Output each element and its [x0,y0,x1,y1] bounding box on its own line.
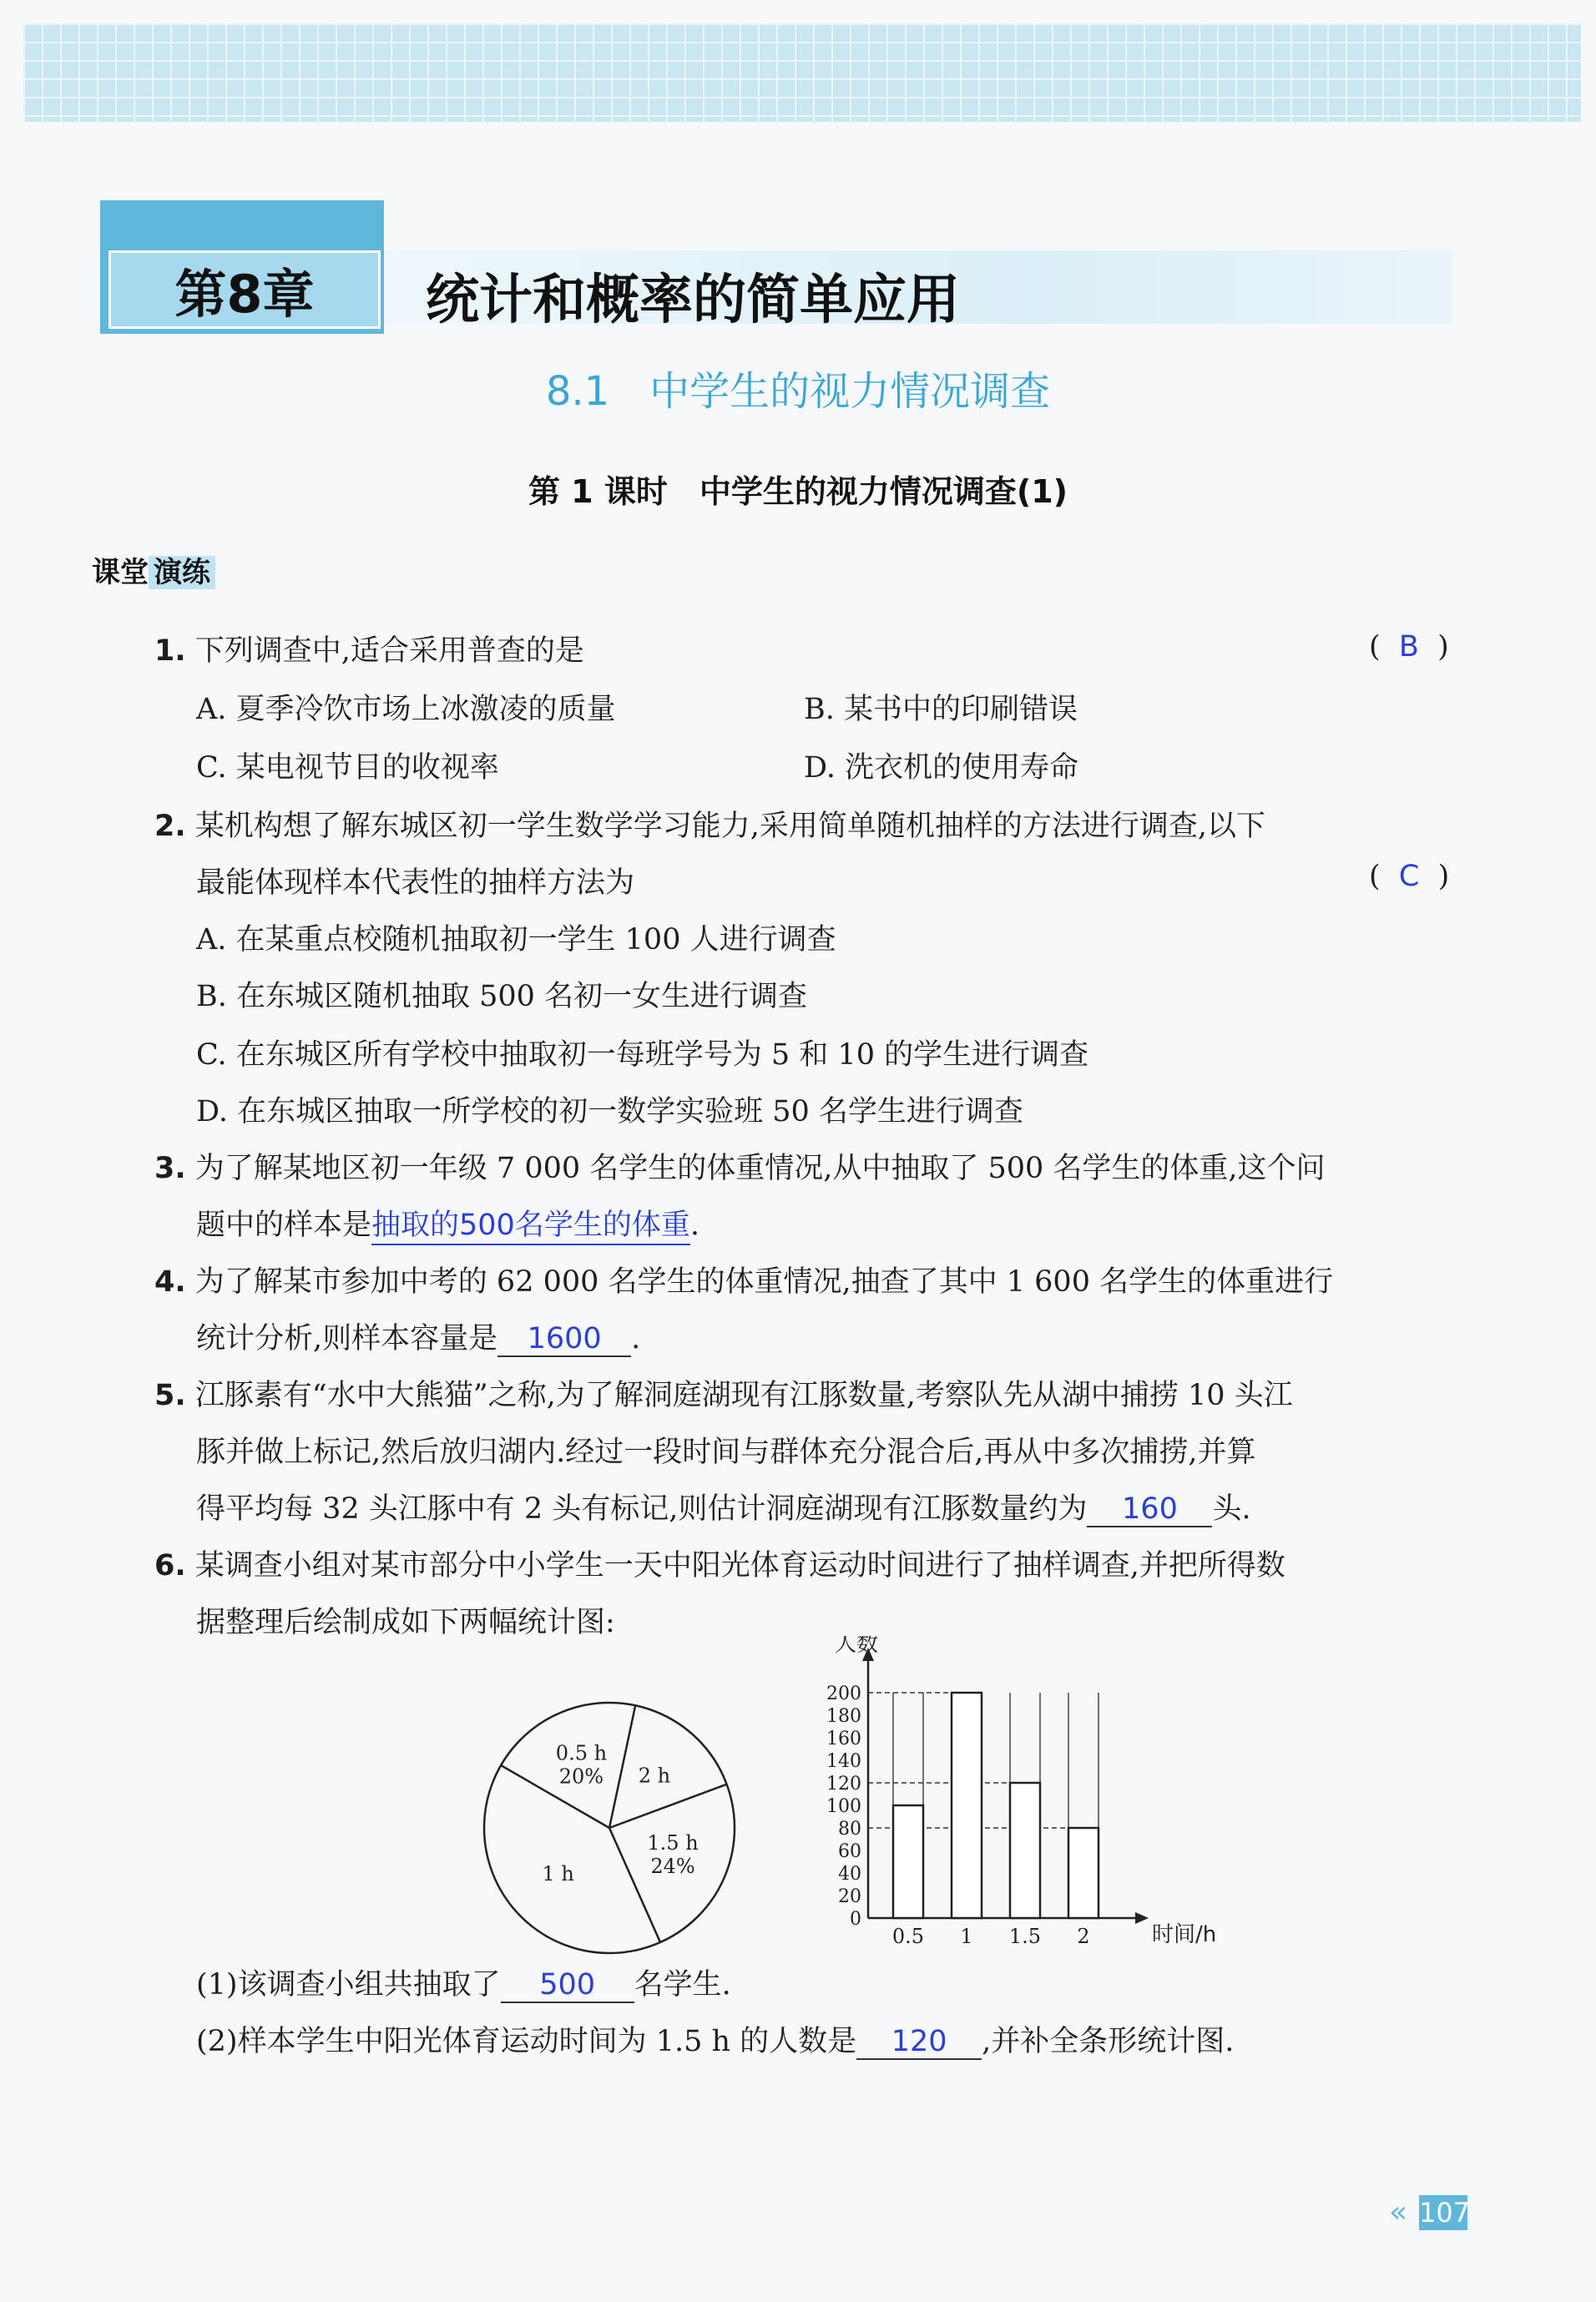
question-5 [154,1372,1293,1414]
question-text: 某机构想了解东城区初一学生数学学习能力,采用简单随机抽样的方法进行调查,以下 [194,810,1266,843]
text: (2)样本学生中阳光体育运动时间为 1.5 h 的人数是 [196,2025,857,2058]
answer-fill: 160 [1087,1492,1212,1527]
pie-slice-label: 2 h [638,1764,671,1788]
question-6-sub1 [196,1961,731,2003]
option-d: D. 洗衣机的使用寿命 [804,751,1079,785]
bar [1068,1828,1099,1918]
answer-fill: 1600 [497,1322,631,1357]
question-text: 为了解某市参加中考的 62 000 名学生的体重情况,抽查了其中 1 600 名学生的体重进行 [194,1265,1334,1299]
text: 得平均每 32 头江豚中有 2 头有标记,则估计洞庭湖现有江豚数量约为 [196,1492,1088,1526]
pie-slice-label: 0.5 h [555,1741,608,1765]
chapter-number: 第8章 [174,263,315,325]
header-grid-band [23,23,1581,122]
practice-label [92,549,215,590]
question-number: 5. [154,1379,186,1412]
chapter-banner [100,200,1452,334]
y-tick-label: 140 [826,1751,861,1772]
pie-slice-label: 1 h [542,1862,574,1886]
page-number [1386,2195,1469,2232]
question-number: 4. [154,1265,186,1299]
bar [1010,1783,1040,1918]
y-tick-label: 180 [826,1706,861,1727]
question-3 [154,1145,1326,1187]
pie-slice-percent: 20% [558,1764,604,1789]
y-tick-label: 80 [838,1819,861,1840]
y-tick-label: 120 [826,1774,861,1795]
x-axis-label: 时间/h [1152,1922,1217,1947]
y-tick-label: 40 [838,1864,861,1885]
question-number: 6. [154,1549,186,1583]
answer-bracket: ( C ) [1369,860,1450,893]
y-tick-label: 0 [850,1909,861,1930]
pie-slice-percent: 24% [650,1854,695,1878]
x-tick-label: 1.5 [1008,1925,1042,1948]
answer-fill: 120 [856,2025,982,2060]
question-text: 江豚素有“水中大熊猫”之称,为了解洞庭湖现有江豚数量,考察队先从湖中捕捞 10 头江 [194,1379,1293,1412]
x-tick-label: 2 [1077,1925,1090,1948]
option-a: A. 夏季冷饮市场上冰激凌的质量 [196,693,616,726]
question-3-line2 [196,1202,700,1245]
practice-label-a: 课堂 [92,556,149,589]
section-title: 8.1 中学生的视力情况调查 [545,368,1051,415]
pie-slice-divider [609,1705,635,1828]
text: 统计分析,则样本容量是 [196,1322,498,1355]
answer-bracket: ( B ) [1369,630,1449,664]
text: . [631,1322,641,1355]
y-tick-label: 200 [826,1684,861,1704]
question-6-sub2 [196,2018,1234,2060]
text: ,并补全条形统计图. [982,2025,1235,2058]
bar [952,1693,982,1918]
option-b: B. 在东城区随机抽取 500 名初一女生进行调查 [196,980,808,1013]
question-2-line2: 最能体现样本代表性的抽样方法为 [196,866,635,900]
page-number-box: 107 [1419,2197,1471,2229]
pie-chart [467,1686,751,1970]
question-1 [154,628,584,669]
bar-chart-svg [801,1636,1219,1953]
bar-chart [801,1636,1219,1953]
answer-choice: B [1398,630,1419,664]
text: . [689,1209,700,1242]
answer-fill: 500 [501,1968,634,2003]
chapter-tab [100,200,384,334]
question-4 [154,1259,1333,1300]
y-tick-label: 20 [838,1886,861,1907]
question-text: 下列调查中,适合采用普查的是 [194,634,584,668]
pie-slice-divider [609,1785,727,1828]
question-2 [154,803,1265,845]
question-5-line3 [196,1486,1251,1527]
chevron-left-icon: « [1389,2195,1408,2229]
bar [893,1805,923,1918]
question-number: 1. [154,634,186,668]
question-6 [154,1542,1285,1584]
question-text: 某调查小组对某市部分中小学生一天中阳光体育运动时间进行了抽样调查,并把所得数 [194,1549,1285,1583]
question-4-line2 [196,1315,640,1357]
answer-choice: C [1398,860,1420,893]
option-c: C. 某电视节目的收视率 [196,751,499,785]
x-tick-label: 1 [960,1925,973,1948]
x-axis-arrow-icon [1135,1912,1149,1924]
y-tick-label: 60 [838,1841,861,1862]
y-tick-label: 160 [826,1729,861,1749]
text: 头. [1212,1492,1251,1526]
y-tick-label: 100 [826,1796,861,1817]
question-5-line2: 豚并做上标记,然后放归湖内.经过一段时间与群体充分混合后,再从中多次捕捞,并算 [196,1436,1256,1469]
pie-slice-label: 1.5 h [647,1830,699,1855]
text: 题中的样本是 [196,1209,372,1242]
option-a: A. 在某重点校随机抽取初一学生 100 人进行调查 [196,923,836,957]
text: 名学生. [634,1968,731,2002]
option-b: B. 某书中的印刷错误 [804,693,1078,726]
chapter-title: 统计和概率的简单应用 [426,270,960,331]
lesson-title: 第 1 课时 中学生的视力情况调查(1) [528,473,1068,510]
option-d: D. 在东城区抽取一所学校的初一数学实验班 50 名学生进行调查 [196,1095,1023,1128]
answer-fill: 抽取的500名学生的体重 [371,1202,690,1245]
practice-label-b: 演练 [149,556,215,589]
question-number: 3. [154,1152,186,1185]
y-axis-label: 人数 [835,1636,879,1657]
question-text: 为了解某地区初一年级 7 000 名学生的体重情况,从中抽取了 500 名学生的体重,这个问 [194,1152,1326,1185]
question-number: 2. [154,810,186,843]
option-c: C. 在东城区所有学校中抽取初一每班学号为 5 和 10 的学生进行调查 [196,1038,1089,1072]
x-tick-label: 0.5 [891,1925,925,1948]
question-6-line2: 据整理后绘制成如下两幅统计图: [196,1606,615,1639]
pie-chart-svg [467,1686,751,1970]
text: (1)该调查小组共抽取了 [196,1968,501,2002]
